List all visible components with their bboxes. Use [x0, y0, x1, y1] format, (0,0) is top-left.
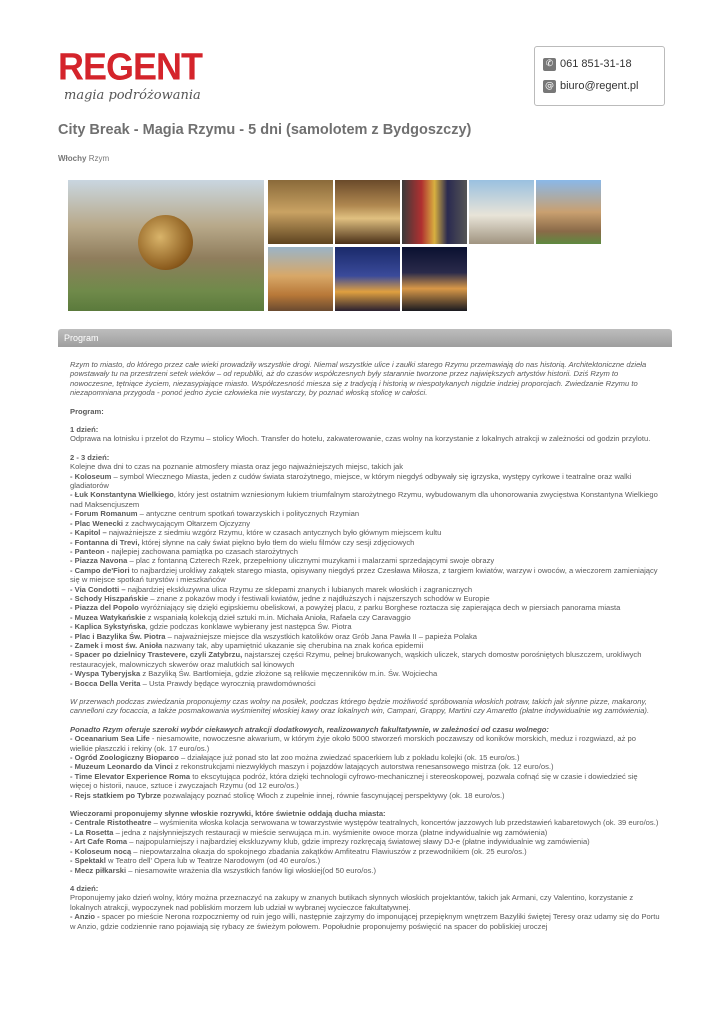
sight-item: [70, 538, 660, 547]
extra-item-title: - Muzeum Leonardo da Vinci: [70, 762, 173, 772]
sight-item-text: – antyczne centrum spotkań towarzyskich i politycznych Rzymian: [137, 509, 360, 519]
sight-item-text: – plac z fontanną Czterech Rzek, przepełniony ulicznymi muzykami i malarzami sprzedającymi swoje obrazy: [127, 556, 495, 566]
evening-item: [70, 847, 660, 856]
email-address: biuro@regent.pl: [560, 80, 639, 92]
sight-item-text: nazwany tak, aby upamiętnić ukazanie się cherubina na znak końca epidemii: [162, 640, 424, 650]
sight-item-text: najlepiej zachowana pamiątka po czasach starożytnych: [109, 546, 298, 556]
page-title: City Break - Magia Rzymu - 5 dni (samolotem z Bydgoszczy): [58, 122, 472, 138]
breadcrumb: [58, 154, 109, 163]
sight-item: [70, 669, 660, 678]
evening-item-title: - Art Cafe Roma: [70, 837, 128, 847]
extra-item-title: - Rejs statkiem po Tybrze: [70, 790, 162, 800]
sight-item-title: - Piazza Navona: [70, 556, 128, 566]
evening-item-title: - La Rosetta: [70, 827, 114, 837]
sight-item-text: wyróżniający się dzięki egipskiemu obeliskowi, a powyżej placu, z parku Borghese roztacza się zapierająca dech w piersiach panorama miasta: [138, 603, 621, 613]
day4-heading: 4 dzień:: [70, 883, 99, 893]
intro-text: Rzym to miasto, do którego przez całe wieki prowadziły wszystkie drogi. Niemal wszystkie ulice i zaułki starego Rzymu przemawiają do nas historią. Architektoniczne dzieła powstawały tu na przestrzeni setek wieków – od republiki, aż do czasów współczesnych były starannie tworzone przez największych artystów historii. Dziś Rzym to nowoczesne, tętniące życiem, niezasypiające miasto. Współczesność miesza się z tradycją i historią w niespotykanych nigdzie indziej proporcjach. Zwiedzanie Rzymu to niezapomniana przygoda - ponoć jedno życie człowieka nie wystarczy, by poznać włoską stolicę w całości.: [70, 360, 647, 398]
sight-item-text: – znane z pokazów mody i festiwali kwiatów, jedne z najdłuższych i najszerszych schodów w Europie: [148, 593, 490, 603]
sight-item-text: , który jest ostatnim wzniesionym łukiem triumfalnym starożytnego Rzymu, wybudowanym dla uhonorowania zwycięstwa Konstantyna Wielkiego nad Maksencjuszem: [70, 490, 658, 509]
sight-item-title: - Plac Wenecki: [70, 518, 124, 528]
sight-item: [70, 603, 660, 612]
sight-item-text: najstarszej części Rzymu, pełnej brukowanych, wąskich uliczek, starych domostw porośniętych bluszczem, urokliwych restauracyjek, malowniczych skwerów oraz malutkich sal kinowych: [70, 650, 642, 669]
logo-brand: REGENT: [58, 44, 203, 88]
extra-item: [70, 791, 660, 800]
breadcrumb-country[interactable]: Włochy: [58, 154, 87, 163]
breadcrumb-city[interactable]: Rzym: [88, 154, 110, 163]
sight-item: [70, 585, 660, 594]
program-content: [70, 360, 660, 931]
sight-item-title: - Forum Romanum: [70, 509, 138, 519]
evening-item: [70, 866, 660, 875]
sight-item-title: - Koloseum: [70, 471, 112, 481]
sight-item-title: - Łuk Konstantyna Wielkiego: [70, 490, 174, 500]
sight-item: [70, 622, 660, 631]
sight-item: [70, 547, 660, 556]
sight-item: [70, 472, 660, 491]
day4-text: Proponujemy jako dzień wolny, który można przeznaczyć na zakupy w znanych butikach słynnych włoskich projektantów, takich jak Armani, czy Valentino, korzystanie z lokalnych atrakcji, wypoczynek nad pobliskim morzem lub udział w wybranej wycieczce fakultatywnej.: [70, 893, 634, 912]
sight-item: [70, 490, 660, 509]
evening-item-text: – wyśmienita włoska kolacja serwowana w towarzystwie występów teatralnych, koncertów jazzowych lub przedstawień kabaretowych (ok. 39 euro/os.): [151, 818, 659, 828]
evening-item: [70, 828, 660, 837]
extras-heading: Ponadto Rzym oferuje szeroki wybór ciekawych atrakcji dodatkowych, realizowanych fakultatywnie, w zależności od czasu wolnego:: [70, 724, 549, 734]
sight-item-title: - Wyspa Tyberyjska: [70, 669, 141, 679]
sight-item: [70, 556, 660, 565]
extra-item-title: - Oceanarium Sea Life: [70, 734, 150, 744]
sight-item-title: - Panteon -: [70, 546, 110, 556]
extra-item: [70, 734, 660, 753]
sight-item-text: z Bazyliką Św. Bartłomieja, gdzie złożone są relikwie męczenników m.in. Św. Wojciecha: [140, 669, 438, 679]
sight-item-title: - Zamek i most św. Anioła: [70, 640, 163, 650]
anzio-text: spacer po mieście Nerona rozpoczniemy od ruin jego willi, następnie zajrzymy do imponującej przepięknym wnętrzem Bazyliki świętej Teresy oraz udamy się do Portu w Anzio, gdzie codziennie rano pojawiają się rybacy ze świeżym połowem. Popołudnie proponujemy poświęcić na spacer do pobliskiej uroczej: [70, 912, 660, 931]
extra-item-title: - Ogród Zoologiczny Bioparco: [70, 753, 179, 763]
sight-item-text: – najważniejsze miejsce dla wszystkich katolików oraz Grób Jana Pawła II – papieża Polaka: [165, 631, 478, 641]
sight-item-title: - Kaplica Sykstyńska: [70, 622, 146, 632]
evening-item-text: – niesamowite wrażenia dla wszystkich fanów ligi włoskiej(od 50 euro/os.): [126, 865, 377, 875]
sight-item-title: - Bocca Della Verita: [70, 678, 141, 688]
at-icon: @: [545, 80, 554, 91]
sight-item-text: najważniejsze z siedmiu wzgórz Rzymu, które w czasach antycznych było głównym miejscem kultu: [106, 528, 442, 538]
phone-number: 061 851-31-18: [560, 58, 632, 70]
sight-item-title: - Campo de'Fiori: [70, 565, 130, 575]
photo-castel-santangelo[interactable]: [402, 247, 467, 311]
day23-list: [70, 472, 660, 688]
evening-item: [70, 818, 660, 827]
extra-item-text: to ekscytująca podróż, która dzięki technologii cyfrowo-mechanicznej i stereoskopowej, pozwala cofnąć się w czasie i dowiedzieć się więcej o historii, nauce, sztuce i zwyczajach Rzymu (od 12 euro/os.): [70, 771, 638, 791]
photo-monument-square[interactable]: [469, 180, 534, 244]
extra-item-text: z rekonstrukcjami niezwykłych maszyn i pojazdów latających autorstwa renesansowego mistrza (ok. 12 euro/os.): [172, 762, 554, 772]
sight-item-text: której słynne na cały świat piękno było tłem do wielu filmów czy sesji zdjęciowych: [139, 537, 415, 547]
day1-heading: 1 dzień:: [70, 425, 99, 435]
day1-text: Odprawa na lotnisku i przelot do Rzymu – stolicy Włoch. Transfer do hotelu, zakwaterowanie, czas wolny na korzystanie z lokalnych atrakcji w zależności od godzin przylotu.: [70, 434, 651, 444]
day23-heading: 2 - 3 dzień:: [70, 452, 110, 462]
sight-item: [70, 679, 660, 688]
evening-item: [70, 837, 660, 846]
photo-sphere-within-sphere[interactable]: [68, 180, 264, 311]
sight-item-title: - Muzea Watykańskie: [70, 612, 146, 622]
photo-piazza-navona[interactable]: [268, 247, 333, 311]
contact-box: [534, 46, 665, 106]
sight-item: [70, 528, 660, 537]
sight-item-text: najbardziej ekskluzywna ulica Rzymu ze sklepami znanych i lubianych marek włoskich i zagranicznych: [125, 584, 473, 594]
sight-item-text: , gdzie podczas konklawe wybierany jest następca Św. Piotra: [145, 622, 352, 632]
sight-item: [70, 566, 660, 585]
sight-item-title: - Kapitol –: [70, 528, 107, 538]
extra-item-text: - niesamowite, nowoczesne akwarium, w którym żyje około 5000 stworzeń morskich poczawszy od koników morskich, meduz i rozgwiazd, aż po wielkie płaszczki i rekiny (ok. 17 euro/os.): [70, 734, 636, 753]
program-bar: Program: [58, 329, 672, 347]
sight-item-text: z wspaniałą kolekcją dzieł sztuki m.in. Michała Anioła, Rafaela czy Caravaggio: [145, 612, 411, 622]
extra-item-text: – działające już ponad sto lat zoo można zwiedzać spacerkiem lub z pokładu kolejki (ok. 15 euro/os.): [178, 753, 520, 763]
phone-icon: ✆: [543, 58, 556, 71]
contact-phone[interactable]: [543, 53, 656, 75]
sight-item: [70, 594, 660, 603]
day4-anzio: [70, 912, 660, 931]
evening-item-title: - Koloseum nocą: [70, 846, 132, 856]
sight-item-text: – Usta Prawdy będące wyrocznią prawdomówności: [140, 678, 316, 688]
sight-item-title: - Fontanna di Trevi,: [70, 537, 140, 547]
sight-item-text: to najbardziej urokliwy zakątek starego miasta, opisywany niegdyś przez Czesława Miłosza, z targiem kwiatów, warzyw i owoców, a wieczorem zamieniający się w miejsce spotkań turystów i mieszkańców: [70, 565, 658, 585]
evening-item-title: - Spektakl: [70, 856, 106, 866]
sight-item-title: - Spacer po dzielnicy Trastevere, czyli Zatybrzu,: [70, 650, 243, 660]
sight-item: [70, 509, 660, 518]
regent-logo[interactable]: [58, 44, 214, 108]
contact-email[interactable]: [543, 75, 656, 97]
extra-item: [70, 753, 660, 762]
evening-item-title: - Centrale Ristotheatre: [70, 818, 152, 828]
photo-vatican-night[interactable]: [335, 247, 400, 311]
evening-heading: Wieczorami proponujemy słynne włoskie rozrywki, które świetnie oddają ducha miasta:: [70, 809, 386, 819]
sight-item: [70, 650, 660, 669]
sight-item: [70, 519, 660, 528]
sight-item-title: - Piazza del Popolo: [70, 603, 139, 613]
extras-list: [70, 734, 660, 800]
anzio-label: - Anzio -: [70, 912, 100, 922]
photo-sistine-chapel[interactable]: [335, 180, 400, 244]
sight-item-text: – symbol Wiecznego Miasta, jeden z cudów świata starożytnego, miejsce, w którym niegdyś odbywały się igrzyska, występy cyrkowe i teatralne oraz walki gladiatorów: [70, 471, 632, 491]
photo-st-peters-interior[interactable]: [268, 180, 333, 244]
sight-item-text: z zachwycającym Ołtarzem Ojczyzny: [123, 518, 251, 528]
evening-item-text: w Teatro dell' Opera lub w Teatrze Narodowym (od 40 euro/os.): [105, 856, 321, 866]
evening-item-text: – niepowtarzalna okazja do spokojnego zbadania zakątków Amfiteatru Flawiuszów z przewodnikiem (ok. 25 euro/os.): [131, 846, 527, 856]
logo-tagline: magia podróżowania: [64, 88, 201, 103]
evening-list: [70, 818, 660, 874]
evening-item-text: – jedna z najsłynniejszych restauracji w mieście serwująca m.in. wyśmienite owoce morza (płatne indywidualnie wg zamówienia): [113, 827, 548, 837]
food-note: W przerwach podczas zwiedzania proponujemy czas wolny na posiłek, podczas którego będzie możliwość spróbowania włoskich potraw, takich jak słynne pizze, makarony, cannelloni czy focaccia, a także posmakowania wyśmienitej włoskiej kawy oraz lokalnych win, Campari, Grappy, Martini czy Amaretto (płatne indywidualnie wg zamówienia).: [70, 697, 650, 716]
extra-item: [70, 772, 660, 791]
day23-intro: Kolejne dwa dni to czas na poznanie atmosfery miasta oraz jego najważniejszych miejsc, takich jak: [70, 462, 404, 472]
sight-item: [70, 641, 660, 650]
sight-item: [70, 613, 660, 622]
sight-item-title: - Plac i Bazylika Św. Piotra: [70, 631, 166, 641]
sight-item: [70, 632, 660, 641]
extra-item: [70, 762, 660, 771]
sight-item-title: - Schody Hiszpańskie: [70, 593, 149, 603]
extra-item-text: pozwalający poznać stolicę Włoch z zupełnie innej, równie fascynującej perspektywy (ok. 18 euro/os.): [161, 790, 505, 800]
evening-item-text: – najpopularniejszy i najbardziej ekskluzywny klub, gdzie imprezy rozkręcają światowej sławy DJ-e (płatne indywidualnie wg zamówienia): [127, 837, 590, 847]
evening-item: [70, 856, 660, 865]
extra-item-title: - Time Elevator Experience Roma: [70, 771, 191, 781]
photo-colosseum[interactable]: [536, 180, 601, 244]
photo-swiss-guards[interactable]: [402, 180, 467, 244]
evening-item-title: - Mecz piłkarski: [70, 865, 127, 875]
sight-item-title: - Via Condotti –: [70, 584, 126, 594]
program-label: Program:: [70, 406, 104, 416]
